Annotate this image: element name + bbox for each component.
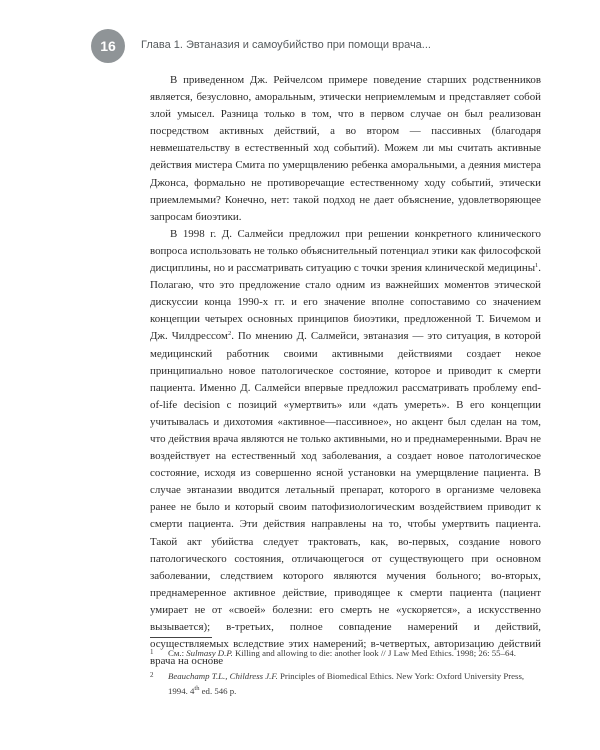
paragraph-2 (150, 226, 541, 670)
running-title: Глава 1. Эвтаназия и самоубийство при помощи врача... (141, 39, 431, 51)
footnote-number: 2 (150, 671, 154, 679)
footnote-text: Principles of Biomedical Ethics. New York: Oxford University Press, 1994. 4 (168, 671, 525, 696)
page-number-badge: 16 (91, 29, 125, 63)
paragraph-2-part-c: . По мнению Д. Салмейси, эвтаназия — это ситуация, в которой медицинский работник своими активными действиями создает некое принципиально новое патологическое состояние, которое и приводит к смерти пациента. Именно Д. Салмейси впервые предложил рассматривать проблему end-of-life decision с позиций «умертвить» или «дать умереть». В его концепции учитывалась и дихотомия «активное—пассивное», но акцент был сделан на том, что действия врача являются не только активными, но и преднамеренными. Врач не воздействует на естественный ход заболевания, а создает новое патологическое состояние, исходя из совершенно ясной установки на умерщвление пациента. В случае эвтаназии вводится летальный препарат, которого в организме человека ранее не было и который своим патофизиологическим воздействием приводит к смерти пациента. Эти действия направлены на то, чтобы умертвить пациента. Такой акт убийства следует трактовать, как, во-первых, создание нового патологического состояния, отличающегося от существующего при основном заболевании, следствием которого являются мучения больного; во-вторых, преднамеренное активное действие, приводящее к смерти пациента (пациент умирает не от «своей» болезни: его смерть не «ускоряется», а искусственно вызывается); в-третьих, полное совпадение намерений и действий, осуществляемых вследствие этих намерений; в-четвертых, авторизацию действий врача на основе (150, 330, 541, 668)
footnote-author: Beauchamp T.L., Childress J.F. (168, 671, 278, 681)
footnote-prefix: См.: (168, 648, 187, 658)
paragraph-2-part-a: В 1998 г. Д. Салмейси предложил при решении конкретного клинического вопроса использовать не только объяснительный потенциал этики как философской дисциплины, но и рассматривать ситуацию с точки зрения клинической медицины (150, 227, 541, 275)
footnote-ref-2[interactable]: 2 (227, 330, 232, 338)
page-header (91, 29, 561, 63)
paragraph-1: В приведенном Дж. Рейчелсом примере поведение старших родственников является, безусловно, аморальным, этически неприемлемым и представляет собой злой умысел. Разница только в том, что в первом случае он был реализован посредством активных действий, а во втором — пассивных (благодаря невмешательству в естественный ход событий). Можем ли мы считать активные действия мистера Смита по умерщвлению ребенка аморальными, а деяния мистера Джонса, формально не противоречащие естественному ходу событий, этически приемлемыми? Конечно, нет: такой подход не дает объяснение, удовлетворяющее запросам биоэтики. (150, 74, 541, 223)
footnote-edition-suffix: th (194, 685, 200, 692)
footnote-divider (150, 637, 212, 638)
main-text (150, 72, 541, 670)
footnote-number: 1 (150, 648, 154, 656)
paragraph-2-part-b: . Полагаю, что это предложение стало одним из важнейших моментов этической дискуссии конца 1990-х гг. и его значение вполне сопоставимо со значением концепции четырех основных принципов биоэтики, предложенной Т. Бичемом и Дж. Чилдрессом (150, 262, 541, 343)
footnote-text: Killing and allowing to die: another look // J Law Med Ethics. 1998; 26: 55–64. (232, 648, 516, 658)
footnote-ref-1[interactable]: 1 (535, 262, 539, 270)
footnote-text-end: ed. 546 p. (199, 686, 237, 696)
footnotes (150, 646, 541, 707)
footnote-author: Sulmasy D.P. (186, 648, 233, 658)
footnote-2 (150, 669, 541, 699)
footnote-1 (150, 646, 541, 661)
